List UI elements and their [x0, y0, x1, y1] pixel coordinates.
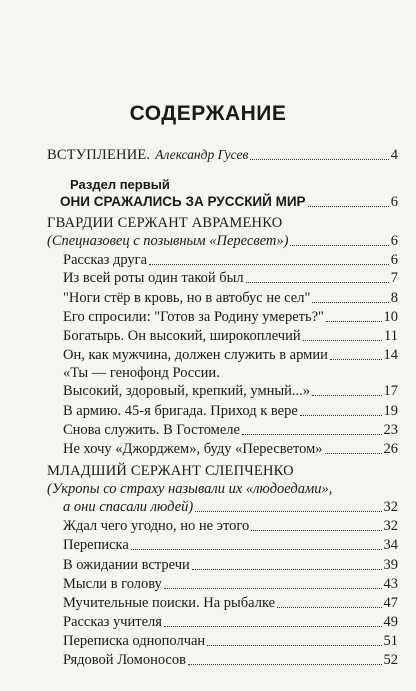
- leader-dots: [308, 206, 389, 207]
- hero1-name: ГВАРДИИ СЕРЖАНТ АВРАМЕНКО: [47, 215, 283, 231]
- section-title: ОНИ СРАЖАЛИСЬ ЗА РУССКИЙ МИР: [60, 194, 306, 209]
- entry-title: Из всей роты один такой был: [63, 270, 244, 286]
- leader-dots: [300, 415, 382, 416]
- toc-entry: [63, 517, 398, 535]
- toc-entry: [63, 556, 398, 574]
- page-number: 7: [390, 270, 398, 286]
- leader-dots: [242, 434, 382, 435]
- hero2-name: МЛАДШИЙ СЕРЖАНТ СЛЕПЧЕНКО: [47, 463, 294, 479]
- page-number: 52: [383, 652, 398, 668]
- entry-title: «Ты — генофонд России.: [63, 365, 220, 381]
- leader-dots: [164, 588, 382, 589]
- leader-dots: [330, 359, 382, 360]
- toc-entry: [63, 346, 398, 364]
- page-number: 6: [390, 233, 398, 249]
- page-number: 6: [390, 194, 398, 210]
- leader-dots: [246, 282, 389, 283]
- page-number: 39: [383, 557, 398, 573]
- toc-entry: [63, 382, 398, 400]
- toc-entry-section: [60, 193, 398, 211]
- page-number: 47: [383, 595, 398, 611]
- leader-dots: [312, 302, 388, 303]
- toc-entry: [63, 536, 398, 554]
- leader-dots: [325, 453, 382, 454]
- leader-dots: [290, 245, 388, 246]
- toc-entry: [63, 402, 398, 420]
- leader-dots: [251, 530, 381, 531]
- toc-entry: [63, 632, 398, 650]
- page-title: СОДЕРЖАНИЕ: [129, 102, 287, 125]
- entry-title: Рассказ друга: [63, 252, 148, 268]
- toc-entry: [63, 289, 398, 307]
- page-number: 51: [383, 633, 398, 649]
- leader-dots: [207, 645, 381, 646]
- leader-dots: [164, 626, 382, 627]
- entry-title: Переписка однополчан: [63, 633, 206, 649]
- leader-dots: [131, 549, 382, 550]
- hero2-subtitle-line2: а они спасали людей): [63, 499, 194, 515]
- entry-title: Он, как мужчина, должен служить в армии: [63, 347, 328, 363]
- intro-label: ВСТУПЛЕНИЕ.: [47, 147, 151, 163]
- entry-title: "Ноги стёр в кровь, но в автобус не сел": [63, 290, 311, 306]
- entry-title: Снова служить. В Гостомеле: [63, 422, 240, 438]
- toc-entry-hero1-subtitle: [47, 232, 398, 250]
- toc-entry: [63, 308, 398, 326]
- entry-title: Рассказ учителя: [63, 614, 162, 630]
- page-number: 32: [383, 499, 398, 515]
- page-number: 49: [383, 614, 398, 630]
- toc-entry-hero2-subtitle: [63, 498, 398, 516]
- toc-entry: [63, 269, 398, 287]
- entry-title: В армию. 45-я бригада. Приход к вере: [63, 403, 298, 419]
- page-number: 34: [383, 537, 398, 553]
- entry-title: Богатырь. Он высокий, широкоплечий: [63, 328, 301, 344]
- entry-title: Не хочу «Джорджем», буду «Пересветом»: [63, 441, 323, 457]
- toc-entry: [63, 613, 398, 631]
- intro-author: Александр Гусев: [155, 147, 249, 162]
- page-number: 6: [390, 252, 398, 268]
- page-number: 19: [383, 403, 398, 419]
- page-number: 43: [383, 576, 398, 592]
- leader-dots: [149, 264, 389, 265]
- entry-title: Высокий, здоровый, крепкий, умный...»: [63, 383, 311, 399]
- leader-dots: [188, 664, 382, 665]
- page-number: 23: [383, 422, 398, 438]
- entry-title: Мысли в голову: [63, 576, 162, 592]
- entry-title: Мучительные поиски. На рыбалке: [63, 595, 276, 611]
- page-number: 8: [390, 290, 398, 306]
- toc-entry: [63, 251, 398, 269]
- page-number: 10: [383, 309, 398, 325]
- entry-title: Его спросили: "Готов за Родину умереть?": [63, 309, 324, 325]
- entry-title: В ожидании встречи: [63, 557, 190, 573]
- entry-title: Ждал чего угодно, но не этого: [63, 518, 250, 534]
- page-number: 4: [390, 147, 398, 163]
- entry-title: Рядовой Ломоносов: [63, 652, 186, 668]
- toc-entry: [63, 440, 398, 458]
- leader-dots: [250, 159, 388, 160]
- hero1-subtitle: (Спецназовец с позывным «Пересвет»): [47, 233, 289, 249]
- toc-entry: [63, 651, 398, 669]
- leader-dots: [312, 395, 381, 396]
- page-number: 26: [383, 441, 398, 457]
- page-number: 32: [383, 518, 398, 534]
- leader-dots: [326, 321, 382, 322]
- page-number: 17: [383, 383, 398, 399]
- toc-entry: [63, 575, 398, 593]
- leader-dots: [195, 511, 381, 512]
- toc-entry-intro: [47, 146, 398, 164]
- section-label: Раздел первый: [70, 177, 170, 192]
- hero2-subtitle-line1: (Укропы со страху называли их «людоедами»,: [47, 481, 333, 497]
- toc-entry: [63, 327, 398, 345]
- entry-title: Переписка: [63, 537, 129, 553]
- toc-entry: [63, 421, 398, 439]
- leader-dots: [192, 569, 382, 570]
- page-number: 14: [383, 347, 398, 363]
- leader-dots: [303, 340, 382, 341]
- page-number: 11: [384, 328, 398, 344]
- toc-entry: [63, 594, 398, 612]
- leader-dots: [277, 607, 381, 608]
